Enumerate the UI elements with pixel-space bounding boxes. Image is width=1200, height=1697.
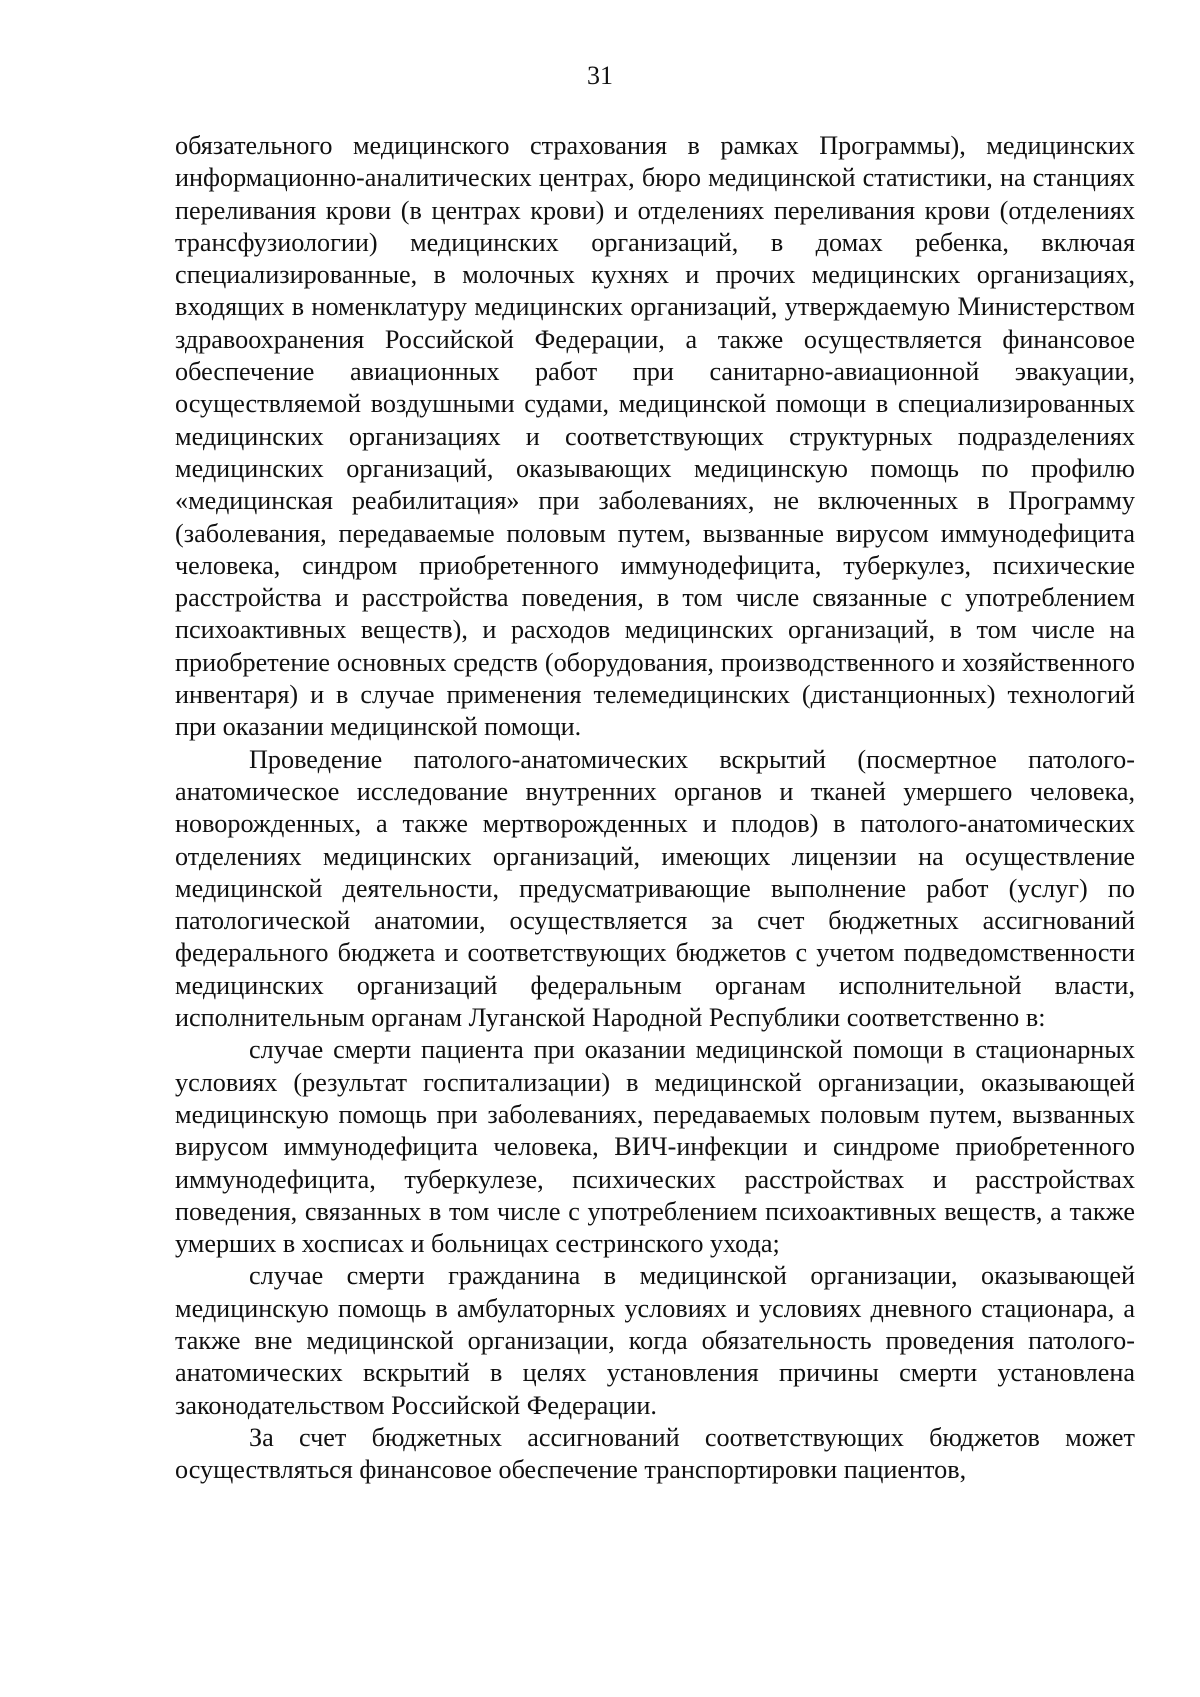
paragraph-transport-funding: За счет бюджетных ассигнований соответствующих бюджетов может осуществляться финансовое обеспечение транспортировки пациентов, xyxy=(175,1422,1135,1485)
document-body xyxy=(175,130,1135,1486)
paragraph-autopsy: Проведение патолого-анатомических вскрытий (посмертное патолого-анатомическое исследование внутренних органов и тканей умершего человека, новорожденных, а также мертворожденных и плодов) в патолого-анатомических отделениях медицинских организаций, имеющих лицензии на осуществление медицинской деятельности, предусматривающие выполнение работ (услуг) по патологической анатомии, осуществляется за счет бюджетных ассигнований федерального бюджета и соответствующих бюджетов с учетом подведомственности медицинских организаций федеральным органам исполнительной власти, исполнительным органам Луганской Народной Республики соответственно в: xyxy=(175,744,1135,1033)
paragraph-continuation: обязательного медицинского страхования в рамках Программы), медицинских информационно-аналитических центрах, бюро медицинской статистики, на станциях переливания крови (в центрах крови) и отделениях переливания крови (отделениях трансфузиологии) медицинских организаций, в домах ребенка, включая специализированные, в молочных кухнях и прочих медицинских организациях, входящих в номенклатуру медицинских организаций, утверждаемую Министерством здравоохранения Российской Федерации, а также осуществляется финансовое обеспечение авиационных работ при санитарно-авиационной эвакуации, осуществляемой воздушными судами, медицинской помощи в специализированных медицинских организациях и соответствующих структурных подразделениях медицинских организаций, оказывающих медицинскую помощь по профилю «медицинская реабилитация» при заболеваниях, не включенных в Программу (заболевания, передаваемые половым путем, вызванные вирусом иммунодефицита человека, синдром приобретенного иммунодефицита, туберкулез, психические расстройства и расстройства поведения, в том числе связанные с употреблением психоактивных веществ), и расходов медицинских организаций, в том числе на приобретение основных средств (оборудования, производственного и хозяйственного инвентаря) и в случае применения телемедицинских (дистанционных) технологий при оказании медицинской помощи. xyxy=(175,131,1135,742)
page-number: 31 xyxy=(587,61,613,90)
paragraph-case-outpatient-death: случае смерти гражданина в медицинской организации, оказывающей медицинскую помощь в амбулаторных условиях и условиях дневного стационара, а также вне медицинской организации, когда обязательность проведения патолого-анатомических вскрытий в целях установления причины смерти установлена законодательством Российской Федерации. xyxy=(175,1261,1135,1420)
paragraph-case-inpatient-death: случае смерти пациента при оказании медицинской помощи в стационарных условиях (результат госпитализации) в медицинской организации, оказывающей медицинскую помощь при заболеваниях, передаваемых половым путем, вызванных вирусом иммунодефицита человека, ВИЧ-инфекции и синдроме приобретенного иммунодефицита, туберкулезе, психических расстройствах и расстройствах поведения, связанных в том числе с употреблением психоактивных веществ, а также умерших в хосписах и больницах сестринского ухода; xyxy=(175,1035,1135,1259)
